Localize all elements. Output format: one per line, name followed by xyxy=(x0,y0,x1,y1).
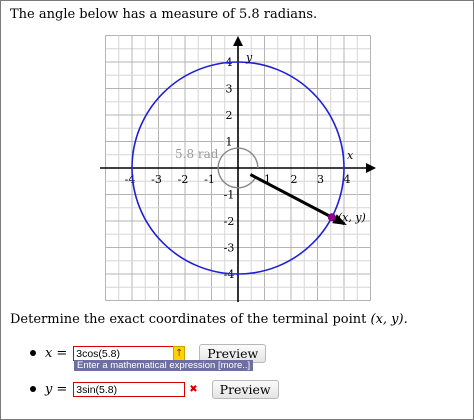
equals-sign: = xyxy=(56,381,68,397)
x-tick-label: -1 xyxy=(204,173,215,186)
y-answer-input[interactable] xyxy=(73,382,185,397)
x-tick-label: 1 xyxy=(264,173,271,186)
x-tick-label: -4 xyxy=(124,173,136,186)
input-hint-tooltip[interactable]: Enter a mathematical expression [more..] xyxy=(74,360,253,371)
question-point: (x, y). xyxy=(370,312,408,327)
x-tick-label: 4 xyxy=(343,173,351,186)
axes xyxy=(100,36,376,302)
x-tick-label: 3 xyxy=(317,173,324,186)
terminal-point xyxy=(328,213,336,221)
equals-sign: = xyxy=(56,345,68,361)
bullet xyxy=(30,350,36,356)
y-tick-label: 1 xyxy=(225,135,233,149)
y-tick-label: -3 xyxy=(223,241,235,255)
y-tick-label: 2 xyxy=(225,109,233,122)
y-axis-label: y xyxy=(246,51,253,64)
x-tick-label: -2 xyxy=(177,173,189,186)
x-tick-label: 2 xyxy=(290,173,298,186)
question-text xyxy=(10,312,408,328)
x-preview-button[interactable]: Preview xyxy=(199,344,266,363)
x-tick-label: -3 xyxy=(151,173,162,186)
y-tick-label: 4 xyxy=(225,56,233,69)
x-axis-label: x xyxy=(347,149,354,162)
y-axis-arrowhead xyxy=(233,36,243,46)
y-tick-label: 3 xyxy=(225,82,233,96)
problem-prompt: The angle below has a measure of 5.8 radians. xyxy=(10,7,318,22)
up-arrow-icon[interactable]: ↑ xyxy=(175,347,184,359)
angle-label: 5.8 rad xyxy=(175,147,219,161)
y-tick-label: -2 xyxy=(223,215,235,228)
y-tick-label: -1 xyxy=(223,188,235,202)
y-variable: y xyxy=(45,381,53,397)
x-answer-input[interactable] xyxy=(73,346,185,361)
y-tick-label: -4 xyxy=(223,268,235,281)
invalid-mark-icon: ✖ xyxy=(189,383,198,395)
question-prefix: Determine the exact coordinates of the terminal point xyxy=(10,312,367,327)
answer-row-y xyxy=(30,379,279,399)
bullet xyxy=(30,386,36,392)
x-answer-value: 3cos(5.8) xyxy=(76,347,121,360)
unit-circle-graph xyxy=(100,34,376,304)
y-answer-value: 3sin(5.8) xyxy=(76,383,118,396)
terminal-point-label: (x, y) xyxy=(337,211,366,225)
x-variable: x xyxy=(45,345,53,361)
y-preview-button[interactable]: Preview xyxy=(212,380,279,399)
